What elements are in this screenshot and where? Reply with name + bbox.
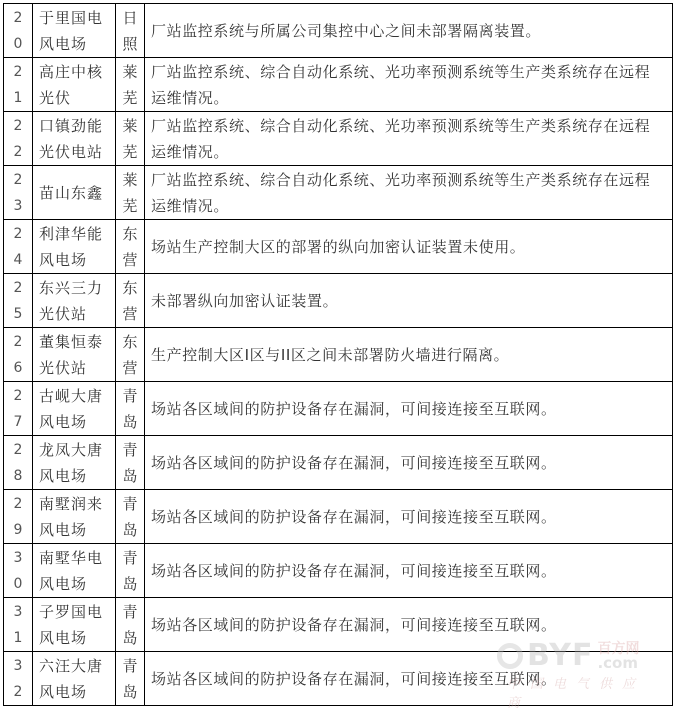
station-name-line: 苗山东鑫 [39, 183, 104, 202]
table-row [4, 436, 673, 490]
city-name-line: 东 [122, 224, 138, 243]
row-number-line: 5 [13, 305, 23, 322]
table-row [4, 4, 673, 58]
table-row [4, 328, 673, 382]
station-name [33, 598, 116, 652]
issue-description: 场站各区域间的防护设备存在漏洞，可间接连接至互联网。 [145, 382, 673, 436]
watermark-slogan: 中国电气供应商 [507, 677, 646, 711]
station-name [33, 274, 116, 328]
city-name [116, 166, 145, 220]
row-number [4, 382, 33, 436]
station-name-line: 于里国电 [39, 8, 104, 27]
city-name-line: 莱 [122, 116, 138, 135]
station-name-line: 南墅润来 [39, 494, 104, 513]
issue-description: 场站各区域间的防护设备存在漏洞，可间接连接至互联网。 [145, 598, 673, 652]
watermark-brand: BYF [527, 638, 594, 673]
station-name-line: 南墅华电 [39, 548, 104, 567]
table-row [4, 598, 673, 652]
city-name [116, 490, 145, 544]
station-name-line: 光伏电站 [39, 142, 104, 161]
city-name-line: 日 [122, 8, 138, 27]
station-name-line: 董集恒泰 [39, 332, 104, 351]
row-number-line: 2 [13, 495, 23, 512]
station-name [33, 328, 116, 382]
station-name-line: 古岘大唐 [39, 386, 104, 405]
stations-table [3, 3, 673, 706]
station-name [33, 220, 116, 274]
station-name [33, 166, 116, 220]
city-name [116, 220, 145, 274]
row-number [4, 112, 33, 166]
issue-description: 未部署纵向加密认证装置。 [145, 274, 673, 328]
city-name-line: 岛 [122, 628, 138, 647]
station-name-line: 风电场 [39, 412, 88, 431]
row-number-line: 8 [13, 467, 23, 484]
row-number-line: 3 [13, 549, 23, 566]
station-name-line: 风电场 [39, 628, 88, 647]
station-name-line: 光伏 [39, 88, 72, 107]
station-name [33, 544, 116, 598]
city-name-line: 岛 [122, 412, 138, 431]
city-name [116, 274, 145, 328]
issue-description: 场站生产控制大区的部署的纵向加密认证装置未使用。 [145, 220, 673, 274]
row-number-line: 2 [13, 441, 23, 458]
table-row [4, 490, 673, 544]
station-name-line: 风电场 [39, 34, 88, 53]
city-name-line: 岛 [122, 466, 138, 485]
row-number [4, 544, 33, 598]
issue-description: 厂站监控系统、综合自动化系统、光功率预测系统等生产类系统存在远程运维情况。 [145, 58, 673, 112]
city-name-line: 芜 [122, 142, 138, 161]
station-name-line: 子罗国电 [39, 602, 104, 621]
row-number [4, 598, 33, 652]
city-name-line: 岛 [122, 520, 138, 539]
city-name-line: 岛 [122, 682, 138, 701]
row-number-line: 9 [13, 521, 23, 538]
row-number [4, 58, 33, 112]
city-name [116, 58, 145, 112]
station-name [33, 652, 116, 706]
station-name [33, 4, 116, 58]
table-row [4, 544, 673, 598]
table-body [4, 4, 673, 706]
city-name-line: 照 [122, 34, 138, 53]
row-number [4, 274, 33, 328]
station-name-line: 光伏站 [39, 304, 88, 323]
city-name-line: 青 [122, 386, 138, 405]
row-number [4, 436, 33, 490]
row-number [4, 4, 33, 58]
row-number-line: 0 [13, 35, 23, 52]
station-name-line: 风电场 [39, 682, 88, 701]
station-name-line: 龙凤大唐 [39, 440, 104, 459]
row-number-line: 2 [13, 9, 23, 26]
table-row [4, 220, 673, 274]
row-number-line: 3 [13, 657, 23, 674]
city-name [116, 382, 145, 436]
city-name [116, 436, 145, 490]
station-name-line: 高庄中核 [39, 62, 104, 81]
station-name-line: 口镇劲能 [39, 116, 104, 135]
row-number [4, 220, 33, 274]
city-name-line: 东 [122, 332, 138, 351]
table-row [4, 382, 673, 436]
city-name-line: 青 [122, 548, 138, 567]
row-number-line: 2 [13, 117, 23, 134]
row-number [4, 652, 33, 706]
station-name-line: 风电场 [39, 466, 88, 485]
city-name-line: 营 [122, 250, 138, 269]
city-name-line: 青 [122, 440, 138, 459]
row-number-line: 2 [13, 683, 23, 700]
station-name-line: 风电场 [39, 520, 88, 539]
issue-description: 场站各区域间的防护设备存在漏洞，可间接连接至互联网。 [145, 436, 673, 490]
station-name-line: 风电场 [39, 250, 88, 269]
city-name-line: 莱 [122, 170, 138, 189]
city-name-line: 青 [122, 602, 138, 621]
row-number-line: 3 [13, 603, 23, 620]
issue-description: 场站各区域间的防护设备存在漏洞，可间接连接至互联网。 [145, 544, 673, 598]
city-name-line: 芜 [122, 88, 138, 107]
city-name [116, 598, 145, 652]
row-number [4, 166, 33, 220]
row-number-line: 1 [13, 89, 23, 106]
city-name-line: 岛 [122, 574, 138, 593]
row-number-line: 2 [13, 333, 23, 350]
row-number-line: 3 [13, 197, 23, 214]
row-number-line: 4 [13, 251, 23, 268]
row-number-line: 0 [13, 575, 23, 592]
city-name [116, 328, 145, 382]
city-name-line: 营 [122, 304, 138, 323]
city-name [116, 112, 145, 166]
issue-description: 场站各区域间的防护设备存在漏洞，可间接连接至互联网。 [145, 652, 673, 706]
issue-description: 场站各区域间的防护设备存在漏洞，可间接连接至互联网。 [145, 490, 673, 544]
table-row [4, 274, 673, 328]
issue-description: 厂站监控系统、综合自动化系统、光功率预测系统等生产类系统存在远程运维情况。 [145, 166, 673, 220]
station-name-line: 利津华能 [39, 224, 104, 243]
row-number [4, 328, 33, 382]
issue-description: 厂站监控系统与所属公司集控中心之间未部署隔离装置。 [145, 4, 673, 58]
city-name-line: 青 [122, 494, 138, 513]
row-number-line: 2 [13, 387, 23, 404]
station-name [33, 436, 116, 490]
table-row [4, 58, 673, 112]
city-name [116, 544, 145, 598]
station-name-line: 风电场 [39, 574, 88, 593]
watermark-cn-name: 百方网 [597, 641, 640, 657]
city-name-line: 青 [122, 656, 138, 675]
row-number-line: 2 [13, 225, 23, 242]
station-name-line: 光伏站 [39, 358, 88, 377]
row-number-line: 7 [13, 413, 23, 430]
station-name-line: 东兴三力 [39, 278, 104, 297]
table-row [4, 652, 673, 706]
table-row [4, 166, 673, 220]
issue-description: 厂站监控系统、综合自动化系统、光功率预测系统等生产类系统存在远程运维情况。 [145, 112, 673, 166]
station-name [33, 382, 116, 436]
row-number-line: 1 [13, 629, 23, 646]
city-name [116, 652, 145, 706]
station-name-line: 六汪大唐 [39, 656, 104, 675]
station-name [33, 112, 116, 166]
row-number-line: 2 [13, 63, 23, 80]
city-name-line: 芜 [122, 196, 138, 215]
city-name-line: 营 [122, 358, 138, 377]
row-number-line: 2 [13, 279, 23, 296]
table-row [4, 112, 673, 166]
row-number [4, 490, 33, 544]
city-name-line: 东 [122, 278, 138, 297]
row-number-line: 6 [13, 359, 23, 376]
issue-description: 生产控制大区I区与II区之间未部署防火墙进行隔离。 [145, 328, 673, 382]
city-name [116, 4, 145, 58]
station-name [33, 58, 116, 112]
row-number-line: 2 [13, 171, 23, 188]
watermark-domain: .com [597, 654, 638, 672]
station-name [33, 490, 116, 544]
row-number-line: 2 [13, 143, 23, 160]
city-name-line: 莱 [122, 62, 138, 81]
